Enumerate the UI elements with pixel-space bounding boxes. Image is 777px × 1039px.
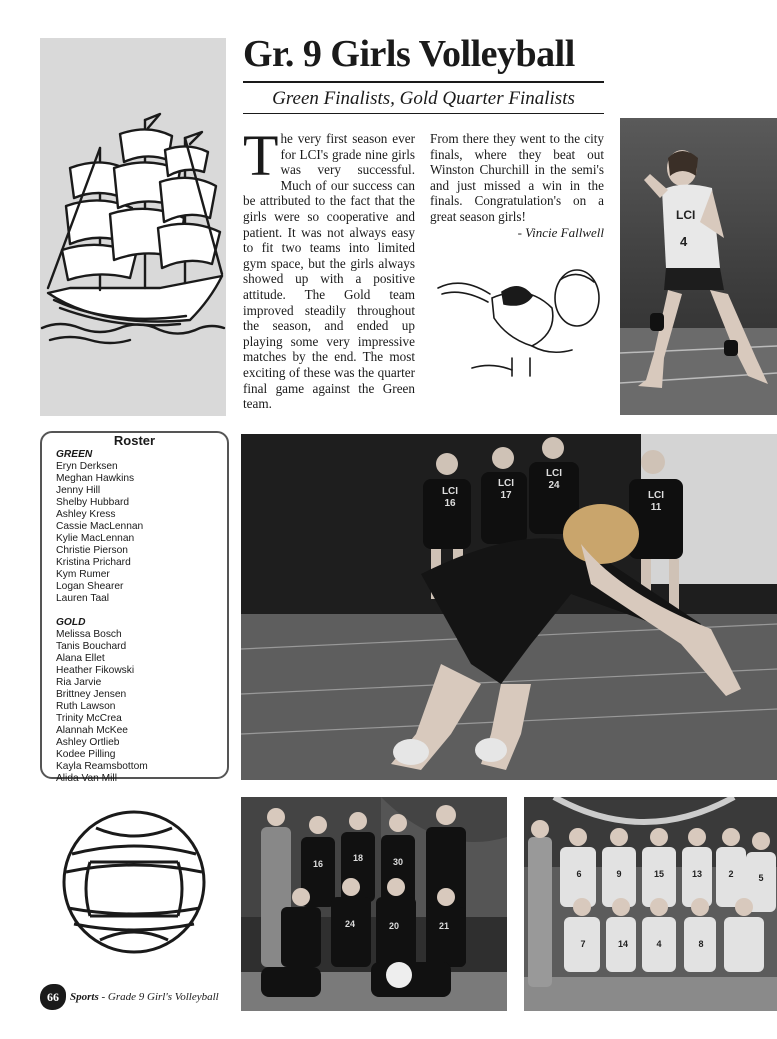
roster-green-player: Shelby Hubbard (56, 497, 130, 508)
volleyball-icon (60, 808, 208, 956)
player-silhouette-icon (620, 118, 777, 415)
sailing-ship-icon (40, 38, 226, 416)
page-number: 66 (40, 984, 66, 1010)
article-signature: - Vincie Fallwell (517, 224, 604, 240)
roster-gold-player: Alannah McKee (56, 725, 128, 736)
top-photo-jersey-number: 4 (680, 234, 688, 249)
roster-green-label: GREEN (56, 449, 93, 460)
roster-green-player: Lauren Taal (56, 593, 110, 604)
roster-gold-player: Alida Van Mill (56, 773, 117, 784)
roster-green-player: Eryn Derksen (56, 461, 118, 472)
roster-green-player: Cassie MacLennan (56, 521, 144, 532)
roster-box (40, 431, 229, 784)
roster-gold-player: Ria Jarvie (56, 677, 102, 688)
ship-illustration-panel (40, 38, 226, 416)
page-subtitle: Green Finalists, Gold Quarter Finalists (272, 88, 575, 109)
roster-gold-player: Alana Ellet (56, 653, 105, 664)
footer-section: Sports (70, 991, 99, 1003)
action-dig-photo (241, 434, 777, 780)
article-column-1 (243, 123, 415, 412)
green-jersey-number: 30 (392, 857, 403, 867)
gold-jersey-number: 7 (580, 939, 586, 949)
volleyball-cartoon-clipart (432, 258, 607, 378)
article-text-2: From there they went to the city finals, where they beat out Winston Churchill in the semi's and just missed a win in the finals. Congratulation's on a great season girls! (430, 131, 604, 224)
gold-jersey-number: 15 (653, 869, 664, 879)
roster-gold-player: Heather Fikowski (56, 665, 135, 676)
green-jersey-number: 20 (388, 921, 399, 931)
gold-jersey-number: 8 (698, 939, 704, 949)
gold-jersey-number: 6 (576, 869, 582, 879)
article-text-1: he very first season ever for LCI's grade nine girls was very successful. Much of our success can be attributed to the fact that the girls were so cooperative and patient. It was not always easy to fit two teams into limited gym space, but the girls always showed up with a positive attitude. The Gold team improved steadily throughout the season, and ended up playing some very impressive matches by the end. The most exciting of these was the quarter final game against the Green team. (243, 131, 415, 412)
player-bump-photo (620, 118, 777, 415)
roster-gold-player: Brittney Jensen (56, 689, 127, 700)
volleyball-illustration (60, 808, 208, 956)
subtitle-rule (243, 113, 604, 114)
page-title: Gr. 9 Girls Volleyball (243, 33, 575, 75)
gold-jersey-number: 9 (616, 869, 622, 879)
roster-gold-player: Tanis Bouchard (56, 641, 127, 652)
green-team-group-icon (241, 797, 507, 1011)
roster-green-player: Kym Rumer (56, 569, 110, 580)
roster-title: Roster (113, 433, 156, 448)
gold-team-photo (524, 797, 777, 1011)
title-rule (243, 81, 604, 83)
gold-jersey-number: 2 (728, 869, 734, 879)
roster-green-player: Christie Pierson (56, 545, 128, 556)
roster-green-list (56, 461, 227, 605)
diving-player-cartoon-icon (432, 258, 607, 378)
roster-green-player: Logan Shearer (56, 581, 124, 592)
green-team-photo (241, 797, 507, 1011)
roster-green-player: Ashley Kress (56, 509, 116, 520)
gold-jersey-number: 13 (691, 869, 702, 879)
gold-jersey-number: 14 (617, 939, 628, 949)
green-jersey-number: 18 (352, 853, 363, 863)
roster-green-player: Meghan Hawkins (56, 473, 135, 484)
footer-caption: - Grade 9 Girl's Volleyball (98, 991, 219, 1003)
roster-gold-player: Ruth Lawson (56, 701, 116, 712)
roster-gold-player: Ashley Ortlieb (56, 737, 120, 748)
roster-green-player: Jenny Hill (56, 485, 101, 496)
jersey-label: LCI 24 (545, 468, 563, 491)
jersey-label: LCI 17 (497, 478, 515, 501)
gold-jersey-number: 5 (758, 873, 764, 883)
green-jersey-number: 16 (312, 859, 323, 869)
roster-gold-player: Kayla Reamsbottom (56, 761, 148, 772)
roster-green-player: Kristina Prichard (56, 557, 131, 568)
green-jersey-number: 21 (438, 921, 449, 931)
gold-team-group-icon (524, 797, 777, 1011)
top-photo-jersey-text: LCI (676, 208, 696, 222)
article-column-2 (430, 131, 604, 240)
roster-gold-list (56, 629, 227, 785)
roster-green-player: Kylie MacLennan (56, 533, 135, 544)
roster-gold-player: Melissa Bosch (56, 629, 122, 640)
page-footer (40, 984, 219, 1010)
green-jersey-number: 24 (344, 919, 355, 929)
gold-jersey-number: 4 (656, 939, 662, 949)
roster-gold-player: Kodee Pilling (56, 749, 116, 760)
jersey-label: LCI 16 (441, 486, 459, 509)
roster-gold-player: Trinity McCrea (56, 713, 122, 724)
drop-cap: T (243, 123, 279, 188)
jersey-label: LCI 11 (647, 490, 665, 513)
roster-gold-label: GOLD (56, 617, 86, 628)
